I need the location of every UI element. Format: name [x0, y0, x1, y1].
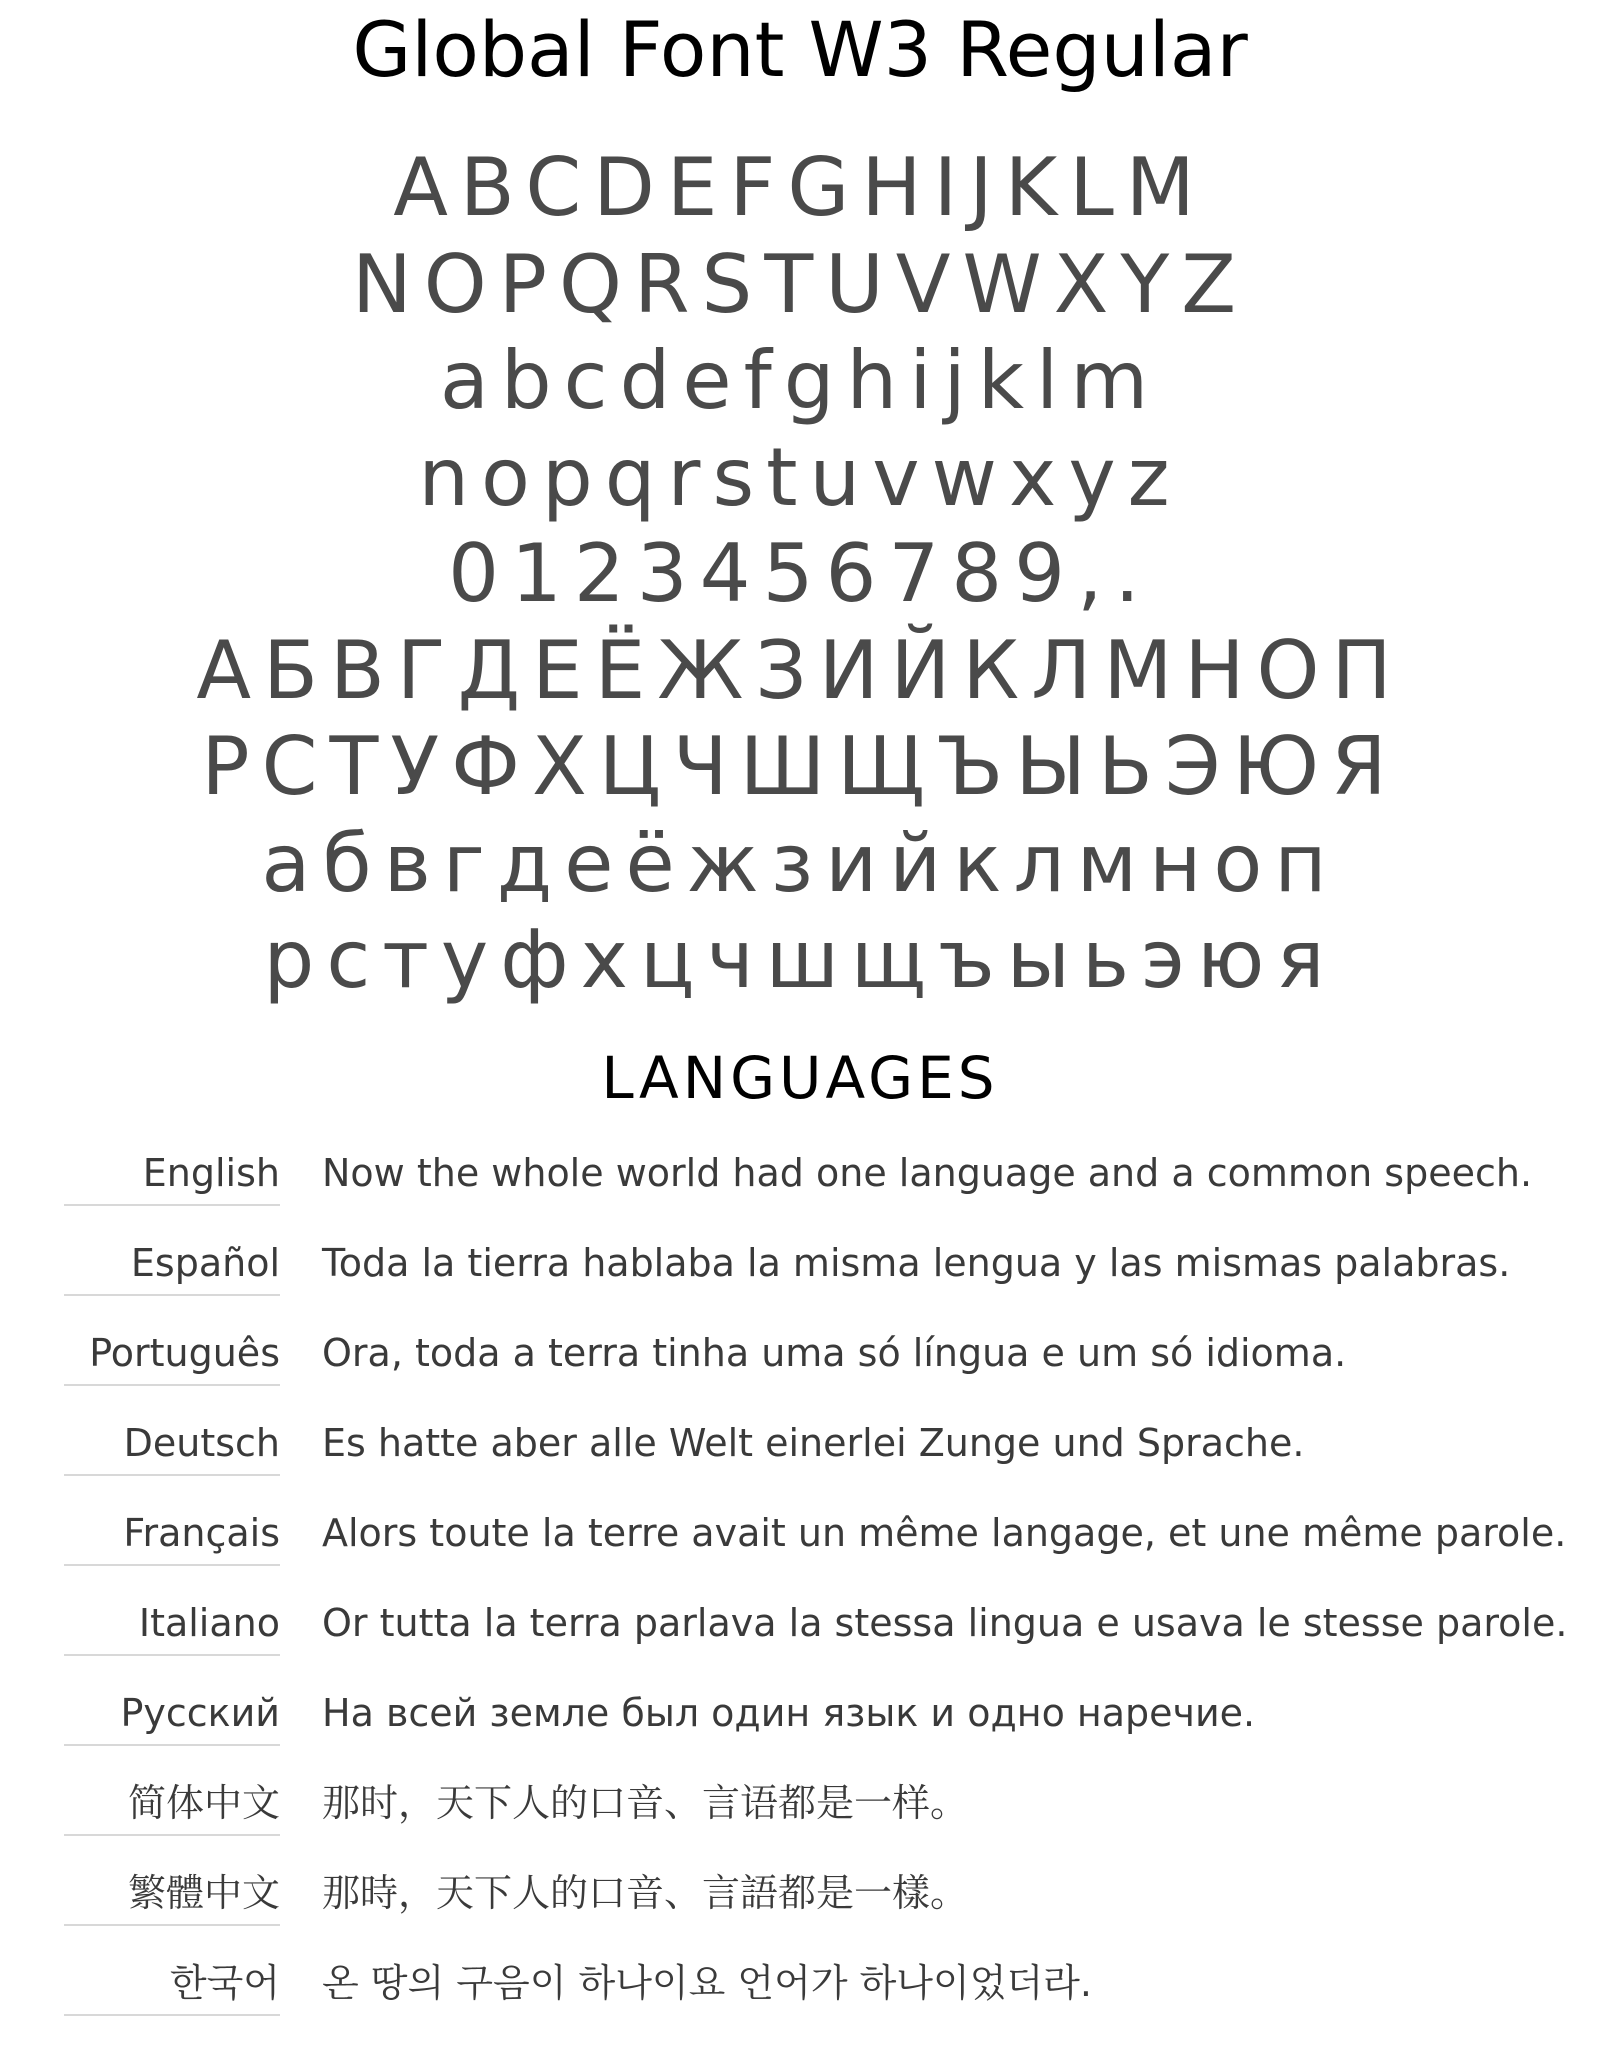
language-row-espanol [0, 1230, 1600, 1320]
language-sample: Now the whole world had one language and a common speech. [322, 1151, 1533, 1195]
glyph-line-cyrillic-lower-2: рстуфхцчшщъыьэюя [263, 913, 1337, 1006]
language-sample: Toda la tierra hablaba la misma lengua y las mismas palabras. [322, 1241, 1511, 1285]
glyph-line-latin-upper-1: ABCDEFGHIJKLM [393, 141, 1207, 234]
language-row-deutsch [0, 1410, 1600, 1500]
glyph-line-latin-upper-2: NOPQRSTUVWXYZ [351, 237, 1249, 331]
language-row-english [0, 1140, 1600, 1230]
language-name: 简体中文 [64, 1776, 280, 1836]
glyph-line-digits: 0123456789,. [448, 527, 1152, 620]
language-sample: 온 땅의 구음이 하나이요 언어가 하나이었더라. [322, 1961, 1092, 2005]
page-title: Global Font W3 Regular [352, 5, 1248, 94]
language-row-portugues [0, 1320, 1600, 1410]
language-sample: Es hatte aber alle Welt einerlei Zunge und Sprache. [322, 1421, 1305, 1465]
language-row-francais [0, 1500, 1600, 1590]
language-name: Español [64, 1236, 280, 1296]
language-row-simplified-chinese [0, 1770, 1600, 1860]
language-name: Italiano [64, 1596, 280, 1656]
glyph-line-latin-lower-2: nopqrstuvwxyz [418, 430, 1182, 524]
languages-list [0, 1140, 1600, 2040]
glyph-specimen [0, 140, 1600, 1009]
language-name: Русский [64, 1686, 280, 1746]
language-name: English [64, 1146, 280, 1206]
language-sample: 那時，天下人的口音、言語都是一樣。 [322, 1871, 969, 1915]
language-name: Português [64, 1326, 280, 1386]
language-name: 繁體中文 [64, 1866, 280, 1926]
language-row-korean [0, 1950, 1600, 2040]
language-row-italiano [0, 1590, 1600, 1680]
glyph-line-latin-lower-1: abcdefghijklm [439, 334, 1161, 427]
languages-heading: LANGUAGES [601, 1044, 999, 1112]
language-sample: Or tutta la terra parlava la stessa lingua e usava le stesse parole. [322, 1601, 1568, 1645]
language-name: 한국어 [64, 1956, 280, 2016]
language-sample: Alors toute la terre avait un même langage, et une même parole. [322, 1511, 1567, 1555]
language-sample: На всей земле был один язык и одно наречие. [322, 1691, 1256, 1735]
glyph-line-cyrillic-lower-1: абвгдеёжзийклмноп [261, 816, 1339, 910]
language-sample: 那时，天下人的口音、言语都是一样。 [322, 1781, 969, 1825]
language-name: Français [64, 1506, 280, 1566]
language-row-russian [0, 1680, 1600, 1770]
glyph-line-cyrillic-upper-1: АБВГДЕЁЖЗИЙКЛМНОП [196, 623, 1404, 717]
language-name: Deutsch [64, 1416, 280, 1476]
language-row-traditional-chinese [0, 1860, 1600, 1950]
glyph-line-cyrillic-upper-2: РСТУФХЦЧШЩЪЫЬЭЮЯ [201, 720, 1399, 813]
language-sample: Ora, toda a terra tinha uma só língua e um só idioma. [322, 1331, 1347, 1375]
